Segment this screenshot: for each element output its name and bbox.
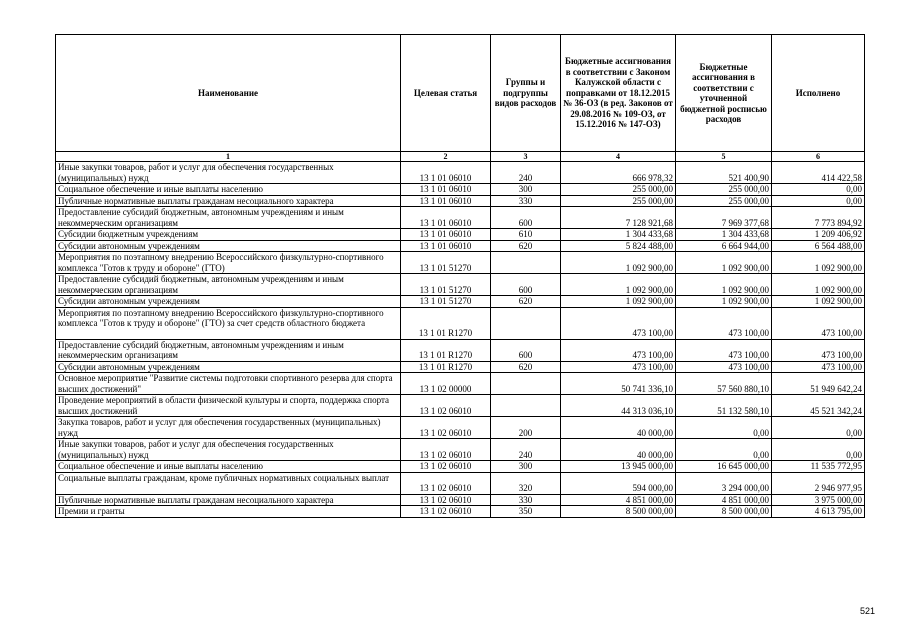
row-name-cell: Субсидии автономным учреждениям (56, 240, 401, 252)
row-executed-amount-cell: 3 975 000,00 (772, 494, 865, 506)
row-target-cell: 13 1 01 06010 (401, 207, 491, 229)
row-name-cell: Основное мероприятие "Развитие системы подготовки спортивного резерва для спорта высших достижений" (56, 373, 401, 395)
row-group-cell: 320 (491, 472, 561, 494)
row-refined-amount-cell: 1 092 900,00 (676, 274, 772, 296)
row-law-amount-cell: 255 000,00 (561, 184, 676, 196)
row-target-cell: 13 1 01 06010 (401, 195, 491, 207)
row-refined-amount-cell: 7 969 377,68 (676, 207, 772, 229)
row-group-cell: 330 (491, 195, 561, 207)
table-row (56, 296, 865, 308)
row-executed-amount-cell: 0,00 (772, 195, 865, 207)
row-refined-amount-cell: 473 100,00 (676, 339, 772, 361)
row-refined-amount-cell: 57 560 880,10 (676, 373, 772, 395)
table-row (56, 229, 865, 241)
row-executed-amount-cell: 473 100,00 (772, 361, 865, 373)
table-row (56, 494, 865, 506)
row-target-cell: 13 1 01 R1270 (401, 361, 491, 373)
table-row (56, 307, 865, 339)
table-row (56, 240, 865, 252)
column-number: 5 (676, 152, 772, 162)
row-refined-amount-cell: 473 100,00 (676, 361, 772, 373)
row-name-cell: Субсидии автономным учреждениям (56, 296, 401, 308)
column-number: 4 (561, 152, 676, 162)
row-target-cell: 13 1 01 06010 (401, 240, 491, 252)
header-executed: Исполнено (772, 35, 865, 152)
row-name-cell: Премии и гранты (56, 506, 401, 518)
row-law-amount-cell: 40 000,00 (561, 417, 676, 439)
row-target-cell: 13 1 02 06010 (401, 494, 491, 506)
row-refined-amount-cell: 255 000,00 (676, 195, 772, 207)
row-group-cell (491, 252, 561, 274)
column-number: 3 (491, 152, 561, 162)
row-group-cell: 610 (491, 229, 561, 241)
row-law-amount-cell: 1 092 900,00 (561, 252, 676, 274)
row-executed-amount-cell: 1 092 900,00 (772, 252, 865, 274)
row-target-cell: 13 1 01 R1270 (401, 307, 491, 339)
row-executed-amount-cell: 11 535 772,95 (772, 461, 865, 473)
row-group-cell: 600 (491, 274, 561, 296)
header-groups: Группы и подгруппы видов расходов (491, 35, 561, 152)
row-refined-amount-cell: 16 645 000,00 (676, 461, 772, 473)
row-executed-amount-cell: 0,00 (772, 184, 865, 196)
row-name-cell: Социальное обеспечение и иные выплаты населению (56, 184, 401, 196)
row-name-cell: Предоставление субсидий бюджетным, автономным учреждениям и иным некоммерческим организациям (56, 339, 401, 361)
row-group-cell (491, 395, 561, 417)
column-number: 6 (772, 152, 865, 162)
table-row (56, 506, 865, 518)
row-target-cell: 13 1 02 06010 (401, 461, 491, 473)
page-number: 521 (859, 606, 875, 616)
row-target-cell: 13 1 01 06010 (401, 184, 491, 196)
row-group-cell (491, 373, 561, 395)
row-target-cell: 13 1 02 06010 (401, 395, 491, 417)
row-target-cell: 13 1 01 51270 (401, 252, 491, 274)
row-name-cell: Иные закупки товаров, работ и услуг для обеспечения государственных (муниципальных) нужд (56, 162, 401, 184)
table-row (56, 373, 865, 395)
row-law-amount-cell: 40 000,00 (561, 439, 676, 461)
row-group-cell: 200 (491, 417, 561, 439)
row-executed-amount-cell: 1 092 900,00 (772, 296, 865, 308)
row-executed-amount-cell: 1 209 406,92 (772, 229, 865, 241)
row-target-cell: 13 1 01 R1270 (401, 339, 491, 361)
row-law-amount-cell: 473 100,00 (561, 361, 676, 373)
row-target-cell: 13 1 01 51270 (401, 274, 491, 296)
row-group-cell: 300 (491, 461, 561, 473)
row-executed-amount-cell: 2 946 977,95 (772, 472, 865, 494)
table-row (56, 339, 865, 361)
row-name-cell: Субсидии бюджетным учреждениям (56, 229, 401, 241)
row-name-cell: Иные закупки товаров, работ и услуг для обеспечения государственных (муниципальных) нужд (56, 439, 401, 461)
row-law-amount-cell: 4 851 000,00 (561, 494, 676, 506)
header-refined: Бюджетные ассигнования в соответствии с уточненной бюджетной росписью расходов (676, 35, 772, 152)
row-name-cell: Социальное обеспечение и иные выплаты населению (56, 461, 401, 473)
row-refined-amount-cell: 8 500 000,00 (676, 506, 772, 518)
table-row (56, 195, 865, 207)
column-number: 1 (56, 152, 401, 162)
row-name-cell: Закупка товаров, работ и услуг для обеспечения государственных (муниципальных) нужд (56, 417, 401, 439)
row-refined-amount-cell: 1 304 433,68 (676, 229, 772, 241)
row-executed-amount-cell: 6 564 488,00 (772, 240, 865, 252)
row-law-amount-cell: 666 978,32 (561, 162, 676, 184)
row-law-amount-cell: 13 945 000,00 (561, 461, 676, 473)
row-executed-amount-cell: 1 092 900,00 (772, 274, 865, 296)
row-refined-amount-cell: 51 132 580,10 (676, 395, 772, 417)
table-row (56, 417, 865, 439)
table-row (56, 472, 865, 494)
table-row (56, 184, 865, 196)
table-row (56, 252, 865, 274)
row-refined-amount-cell: 1 092 900,00 (676, 252, 772, 274)
row-target-cell: 13 1 01 06010 (401, 162, 491, 184)
row-group-cell: 330 (491, 494, 561, 506)
table-header-row (56, 35, 865, 152)
row-law-amount-cell: 1 092 900,00 (561, 274, 676, 296)
row-law-amount-cell: 8 500 000,00 (561, 506, 676, 518)
row-executed-amount-cell: 7 773 894,92 (772, 207, 865, 229)
row-name-cell: Субсидии автономным учреждениям (56, 361, 401, 373)
row-law-amount-cell: 50 741 336,10 (561, 373, 676, 395)
budget-table (55, 34, 865, 518)
row-refined-amount-cell: 521 400,90 (676, 162, 772, 184)
table-body (56, 162, 865, 518)
row-law-amount-cell: 594 000,00 (561, 472, 676, 494)
table-row (56, 439, 865, 461)
row-law-amount-cell: 255 000,00 (561, 195, 676, 207)
row-law-amount-cell: 1 304 433,68 (561, 229, 676, 241)
row-target-cell: 13 1 01 51270 (401, 296, 491, 308)
row-refined-amount-cell: 1 092 900,00 (676, 296, 772, 308)
row-group-cell: 350 (491, 506, 561, 518)
row-name-cell: Предоставление субсидий бюджетным, автономным учреждениям и иным некоммерческим организациям (56, 207, 401, 229)
table-row (56, 207, 865, 229)
row-refined-amount-cell: 0,00 (676, 417, 772, 439)
header-name: Наименование (56, 35, 401, 152)
row-law-amount-cell: 5 824 488,00 (561, 240, 676, 252)
row-name-cell: Мероприятия по поэтапному внедрению Всероссийского физкультурно-спортивного комплекса "Готов к труду и обороне" (ГТО) за счет средств областного бюджета (56, 307, 401, 339)
row-executed-amount-cell: 51 949 642,24 (772, 373, 865, 395)
row-refined-amount-cell: 6 664 944,00 (676, 240, 772, 252)
row-target-cell: 13 1 02 06010 (401, 417, 491, 439)
row-target-cell: 13 1 02 00000 (401, 373, 491, 395)
column-number-row (56, 152, 865, 162)
table-row (56, 395, 865, 417)
row-group-cell: 600 (491, 339, 561, 361)
row-group-cell: 240 (491, 439, 561, 461)
row-refined-amount-cell: 3 294 000,00 (676, 472, 772, 494)
row-refined-amount-cell: 0,00 (676, 439, 772, 461)
table-row (56, 162, 865, 184)
row-executed-amount-cell: 414 422,58 (772, 162, 865, 184)
row-refined-amount-cell: 4 851 000,00 (676, 494, 772, 506)
row-name-cell: Мероприятия по поэтапному внедрению Всероссийского физкультурно-спортивного комплекса "Готов к труду и обороне" (ГТО) (56, 252, 401, 274)
row-executed-amount-cell: 473 100,00 (772, 339, 865, 361)
row-executed-amount-cell: 0,00 (772, 417, 865, 439)
row-name-cell: Предоставление субсидий бюджетным, автономным учреждениям и иным некоммерческим организациям (56, 274, 401, 296)
header-target: Целевая статья (401, 35, 491, 152)
row-law-amount-cell: 44 313 036,10 (561, 395, 676, 417)
budget-table-sheet (55, 34, 865, 518)
row-group-cell: 620 (491, 240, 561, 252)
row-refined-amount-cell: 473 100,00 (676, 307, 772, 339)
row-law-amount-cell: 473 100,00 (561, 307, 676, 339)
table-row (56, 361, 865, 373)
row-name-cell: Социальные выплаты гражданам, кроме публичных нормативных социальных выплат (56, 472, 401, 494)
row-group-cell: 620 (491, 361, 561, 373)
row-name-cell: Проведение мероприятий в области физической культуры и спорта, поддержка спорта высших достижений (56, 395, 401, 417)
row-group-cell (491, 307, 561, 339)
row-group-cell: 240 (491, 162, 561, 184)
row-executed-amount-cell: 45 521 342,24 (772, 395, 865, 417)
row-executed-amount-cell: 473 100,00 (772, 307, 865, 339)
row-target-cell: 13 1 02 06010 (401, 439, 491, 461)
row-target-cell: 13 1 01 06010 (401, 229, 491, 241)
row-target-cell: 13 1 02 06010 (401, 506, 491, 518)
column-number: 2 (401, 152, 491, 162)
row-target-cell: 13 1 02 06010 (401, 472, 491, 494)
row-refined-amount-cell: 255 000,00 (676, 184, 772, 196)
header-law: Бюджетные ассигнования в соответствии с Законом Калужской области с поправками от 18.12.2015 № 36-ОЗ (в ред. Законов от 29.08.2016 № 109-ОЗ, от 15.12.2016 № 147-ОЗ) (561, 35, 676, 152)
row-executed-amount-cell: 4 613 795,00 (772, 506, 865, 518)
table-row (56, 274, 865, 296)
row-executed-amount-cell: 0,00 (772, 439, 865, 461)
row-law-amount-cell: 1 092 900,00 (561, 296, 676, 308)
row-group-cell: 600 (491, 207, 561, 229)
row-group-cell: 620 (491, 296, 561, 308)
row-law-amount-cell: 7 128 921,68 (561, 207, 676, 229)
row-group-cell: 300 (491, 184, 561, 196)
row-law-amount-cell: 473 100,00 (561, 339, 676, 361)
table-row (56, 461, 865, 473)
row-name-cell: Публичные нормативные выплаты гражданам несоциального характера (56, 494, 401, 506)
row-name-cell: Публичные нормативные выплаты гражданам несоциального характера (56, 195, 401, 207)
